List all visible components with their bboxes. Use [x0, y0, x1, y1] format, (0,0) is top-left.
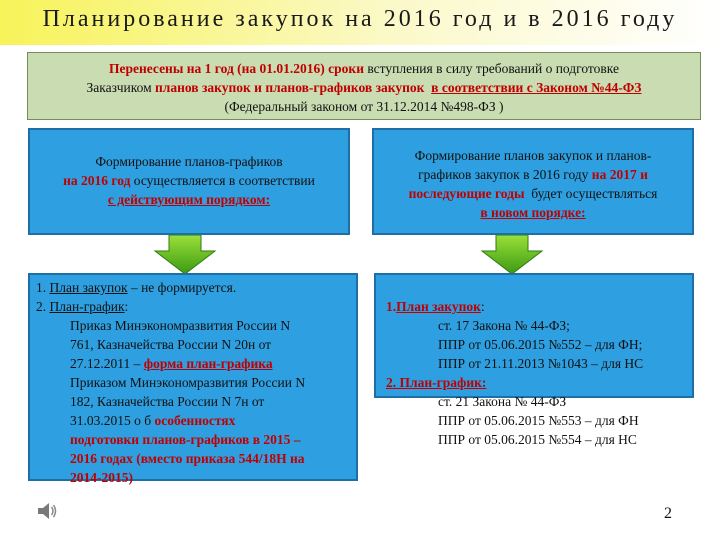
- page-number: 2: [664, 505, 672, 522]
- br-plan-label: План закупок: [396, 299, 481, 314]
- top-right-line3-a: последующие годы: [408, 186, 525, 201]
- br-line3: ППР от 05.06.2015 №552 – для ФН;: [438, 337, 643, 352]
- top-right-line2-b: на 2017 и: [591, 167, 648, 182]
- slide-title: Планирование закупок на 2016 год и в 2016 году: [42, 6, 678, 32]
- bl-schedule-label: План-график: [49, 299, 125, 314]
- intro-line1-a: Перенесены на 1 год (на 01.01.2016) сроки: [108, 61, 364, 76]
- down-arrow-icon: [153, 235, 217, 275]
- bl-schedule-colon: :: [124, 299, 129, 314]
- bl-line7: 182, Казначейства России N 7н от: [70, 394, 265, 409]
- intro-line2-a: Заказчиком: [86, 80, 156, 95]
- top-left-line2-a: на 2016 год: [63, 173, 131, 188]
- br-line5: 2. План-график:: [386, 375, 487, 390]
- bl-line11: 2014-2015): [70, 470, 133, 485]
- br-line8: ППР от 05.06.2015 №554 – для НС: [438, 432, 637, 447]
- intro-line2-d: в соответствии с Законом №44-ФЗ: [431, 80, 642, 95]
- bl-plan-label: План закупок: [49, 280, 128, 295]
- bl-line8-b: особенностях: [154, 413, 236, 428]
- top-left-line1: Формирование планов-графиков: [95, 154, 283, 169]
- speaker-icon[interactable]: [36, 500, 58, 522]
- bl-line8-a: 31.03.2015 о б: [70, 413, 155, 428]
- top-right-line2-a: графиков закупок в 2016 году: [418, 167, 592, 182]
- bl-line4: 761, Казначейства России N 20н от: [70, 337, 272, 352]
- bl-line6: Приказом Минэкономразвития России N: [70, 375, 306, 390]
- br-plan-colon: :: [480, 299, 485, 314]
- current-procedure-box: [28, 128, 350, 235]
- br-num1: 1.: [386, 299, 397, 314]
- new-procedure-details: [374, 273, 694, 447]
- bl-num2: 2.: [36, 299, 50, 314]
- top-left-line3: с действующим порядком:: [107, 192, 271, 207]
- bl-line10-b: (вместо приказа 544/18Н на: [132, 451, 305, 466]
- down-arrow-icon: [480, 235, 544, 275]
- intro-line2-b: планов закупок и планов-графиков закупок: [155, 80, 425, 95]
- bl-line5-b: форма план-графика: [143, 356, 273, 371]
- br-line7: ППР от 05.06.2015 №553 – для ФН: [438, 413, 639, 428]
- current-procedure-details: [28, 273, 358, 485]
- bl-line3: Приказ Минэкономразвития России N: [70, 318, 291, 333]
- top-right-line1: Формирование планов закупок и планов-: [414, 148, 652, 163]
- br-line4: ППР от 21.11.2013 №1043 – для НС: [438, 356, 644, 371]
- br-line2: ст. 17 Закона № 44-ФЗ;: [438, 318, 570, 333]
- intro-line1-b: вступления в силу требований о подготовке: [363, 61, 619, 76]
- new-procedure-box: [372, 128, 694, 235]
- intro-box: [27, 52, 701, 120]
- intro-line3: (Федеральный законом от 31.12.2014 №498-ФЗ ): [224, 99, 504, 114]
- top-left-line2-b: осуществляется в соответствии: [130, 173, 315, 188]
- bl-line9: подготовки планов-графиков в 2015 –: [70, 432, 301, 447]
- bl-line10-a: 2016 годах: [70, 451, 133, 466]
- bl-plan-note: – не формируется.: [127, 280, 237, 295]
- top-right-line3-b: будет осуществляться: [524, 186, 658, 201]
- bl-num1: 1.: [36, 280, 50, 295]
- top-right-line4: в новом порядке:: [480, 205, 586, 220]
- br-line6: ст. 21 Закона № 44-ФЗ: [438, 394, 567, 409]
- bl-line5-a: 27.12.2011 –: [70, 356, 144, 371]
